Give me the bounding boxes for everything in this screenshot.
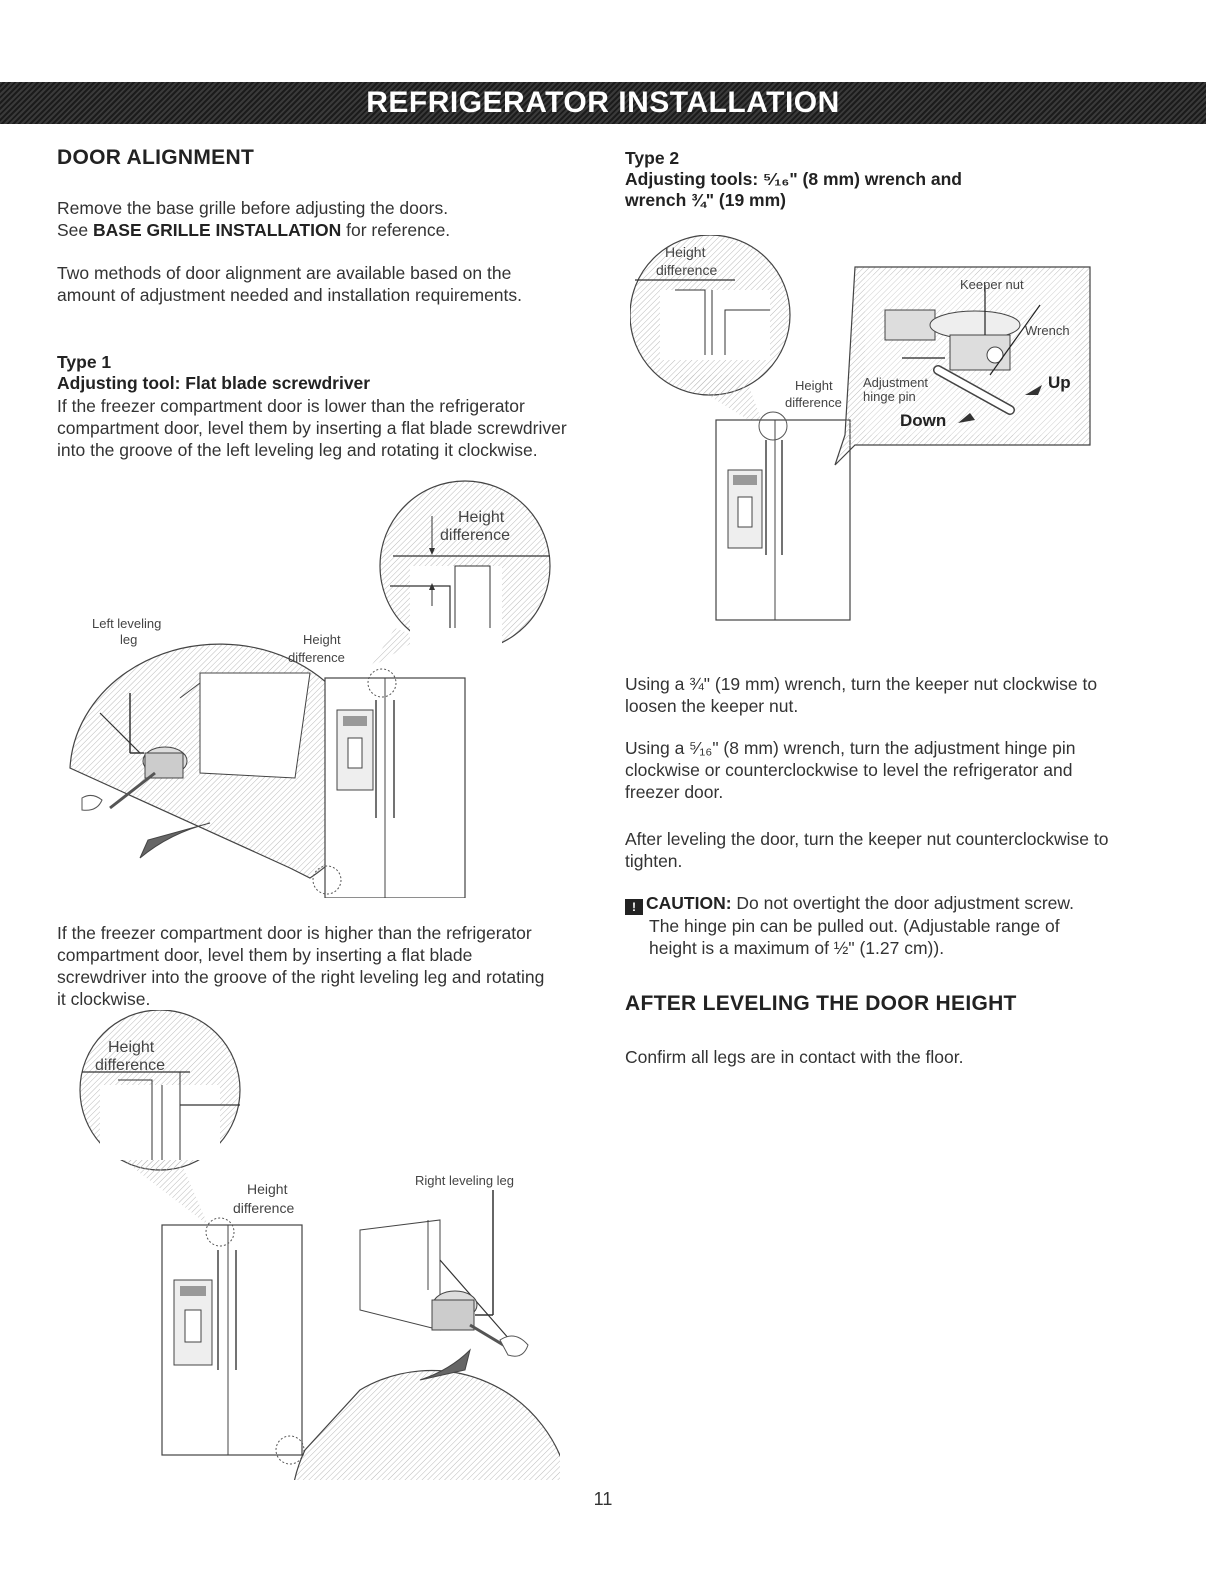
wrench-label: Wrench	[1025, 323, 1070, 338]
figure-hinge-adjustment	[630, 235, 1100, 635]
fig2-small-label-1: Height	[247, 1181, 288, 1197]
intro-line-1: Remove the base grille before adjusting the doors.	[57, 198, 449, 218]
fig2-zoom-label-2: difference	[95, 1057, 165, 1074]
fig3-zoom-label-2: difference	[656, 262, 718, 278]
intro-paragraph	[57, 197, 577, 241]
type1-label: Type 1	[57, 352, 112, 372]
base-grille-reference: BASE GRILLE INSTALLATION	[93, 220, 342, 240]
type1-block	[57, 352, 582, 461]
type2-block	[625, 148, 1045, 211]
fig1-small-label-2: difference	[288, 650, 345, 665]
type2-tool-line-1: Adjusting tools: ⁵⁄₁₆" (8 mm) wrench and	[625, 169, 962, 189]
figure-left-leveling-leg	[60, 478, 580, 898]
after-leveling-text: Confirm all legs are in contact with the floor.	[625, 1047, 964, 1067]
fig3-zoom-label-1: Height	[665, 244, 706, 260]
zoom-circle-right-leg	[291, 1371, 560, 1480]
fig2-zoom-label-1: Height	[108, 1039, 155, 1056]
type1-tool: Adjusting tool: Flat blade screwdriver	[57, 373, 371, 393]
fig3-small-label-1: Height	[795, 378, 833, 393]
caution-line-1: ! CAUTION: Do not overtight the door adjustment screw.	[625, 892, 1105, 915]
caution-label: CAUTION:	[646, 893, 732, 913]
adjustment-label-2: hinge pin	[863, 389, 916, 404]
methods-paragraph: Two methods of door alignment are available based on the amount of adjustment needed and installation requirements.	[57, 263, 523, 305]
fig1-left-leg-label-2: leg	[120, 632, 138, 647]
fig1-left-leg-label-1: Left leveling	[92, 616, 162, 631]
fig3-small-label-2: difference	[785, 395, 842, 410]
adjustment-label-1: Adjustment	[863, 375, 929, 390]
step-1: Using a ¾" (19 mm) wrench, turn the keeper nut clockwise to loosen the keeper nut.	[625, 674, 1098, 716]
fig2-right-leg-label: Right leveling leg	[415, 1173, 515, 1188]
fig1-zoom-label-1: Height	[458, 509, 505, 526]
step-2: Using a ⁵⁄₁₆" (8 mm) wrench, turn the adjustment hinge pin clockwise or counterclockwise to level the refrigerator and freezer door.	[625, 738, 1076, 802]
fig1-small-label-1: Height	[303, 632, 341, 647]
door-alignment-heading: DOOR ALIGNMENT	[57, 146, 255, 169]
caution-block	[625, 892, 1105, 959]
after-leveling-heading: AFTER LEVELING THE DOOR HEIGHT	[625, 992, 1017, 1015]
type2-label: Type 2	[625, 148, 680, 168]
intro-line-2: See BASE GRILLE INSTALLATION for reference.	[57, 220, 451, 240]
step-3: After leveling the door, turn the keeper nut counterclockwise to tighten.	[625, 829, 1109, 871]
figure-right-leveling-leg	[60, 1010, 560, 1480]
page-banner: REFRIGERATOR INSTALLATION	[0, 82, 1206, 124]
down-label: Down	[900, 411, 947, 430]
fig1-zoom-label-2: difference	[440, 527, 510, 544]
page-number: 11	[593, 1489, 613, 1509]
type2-tool-line-2: wrench ¾" (19 mm)	[625, 190, 786, 210]
fig2-small-label-2: difference	[233, 1200, 295, 1216]
keeper-nut-label: Keeper nut	[960, 277, 1024, 292]
type1-text: If the freezer compartment door is lower than the refrigerator compartment door, level them by inserting a flat blade screwdriver into the groove of the left leveling leg and rotating it clockwise.	[57, 396, 567, 460]
caution-line-2: The hinge pin can be pulled out. (Adjustable range of height is a maximum of ½" (1.27 cm)).	[649, 916, 1060, 958]
type1-higher-text: If the freezer compartment door is higher than the refrigerator compartment door, level them by inserting a flat blade screwdriver into the groove of the right leveling leg and rotating it clockwise.	[57, 923, 545, 1009]
up-label: Up	[1048, 373, 1071, 392]
warning-icon: !	[625, 899, 643, 915]
